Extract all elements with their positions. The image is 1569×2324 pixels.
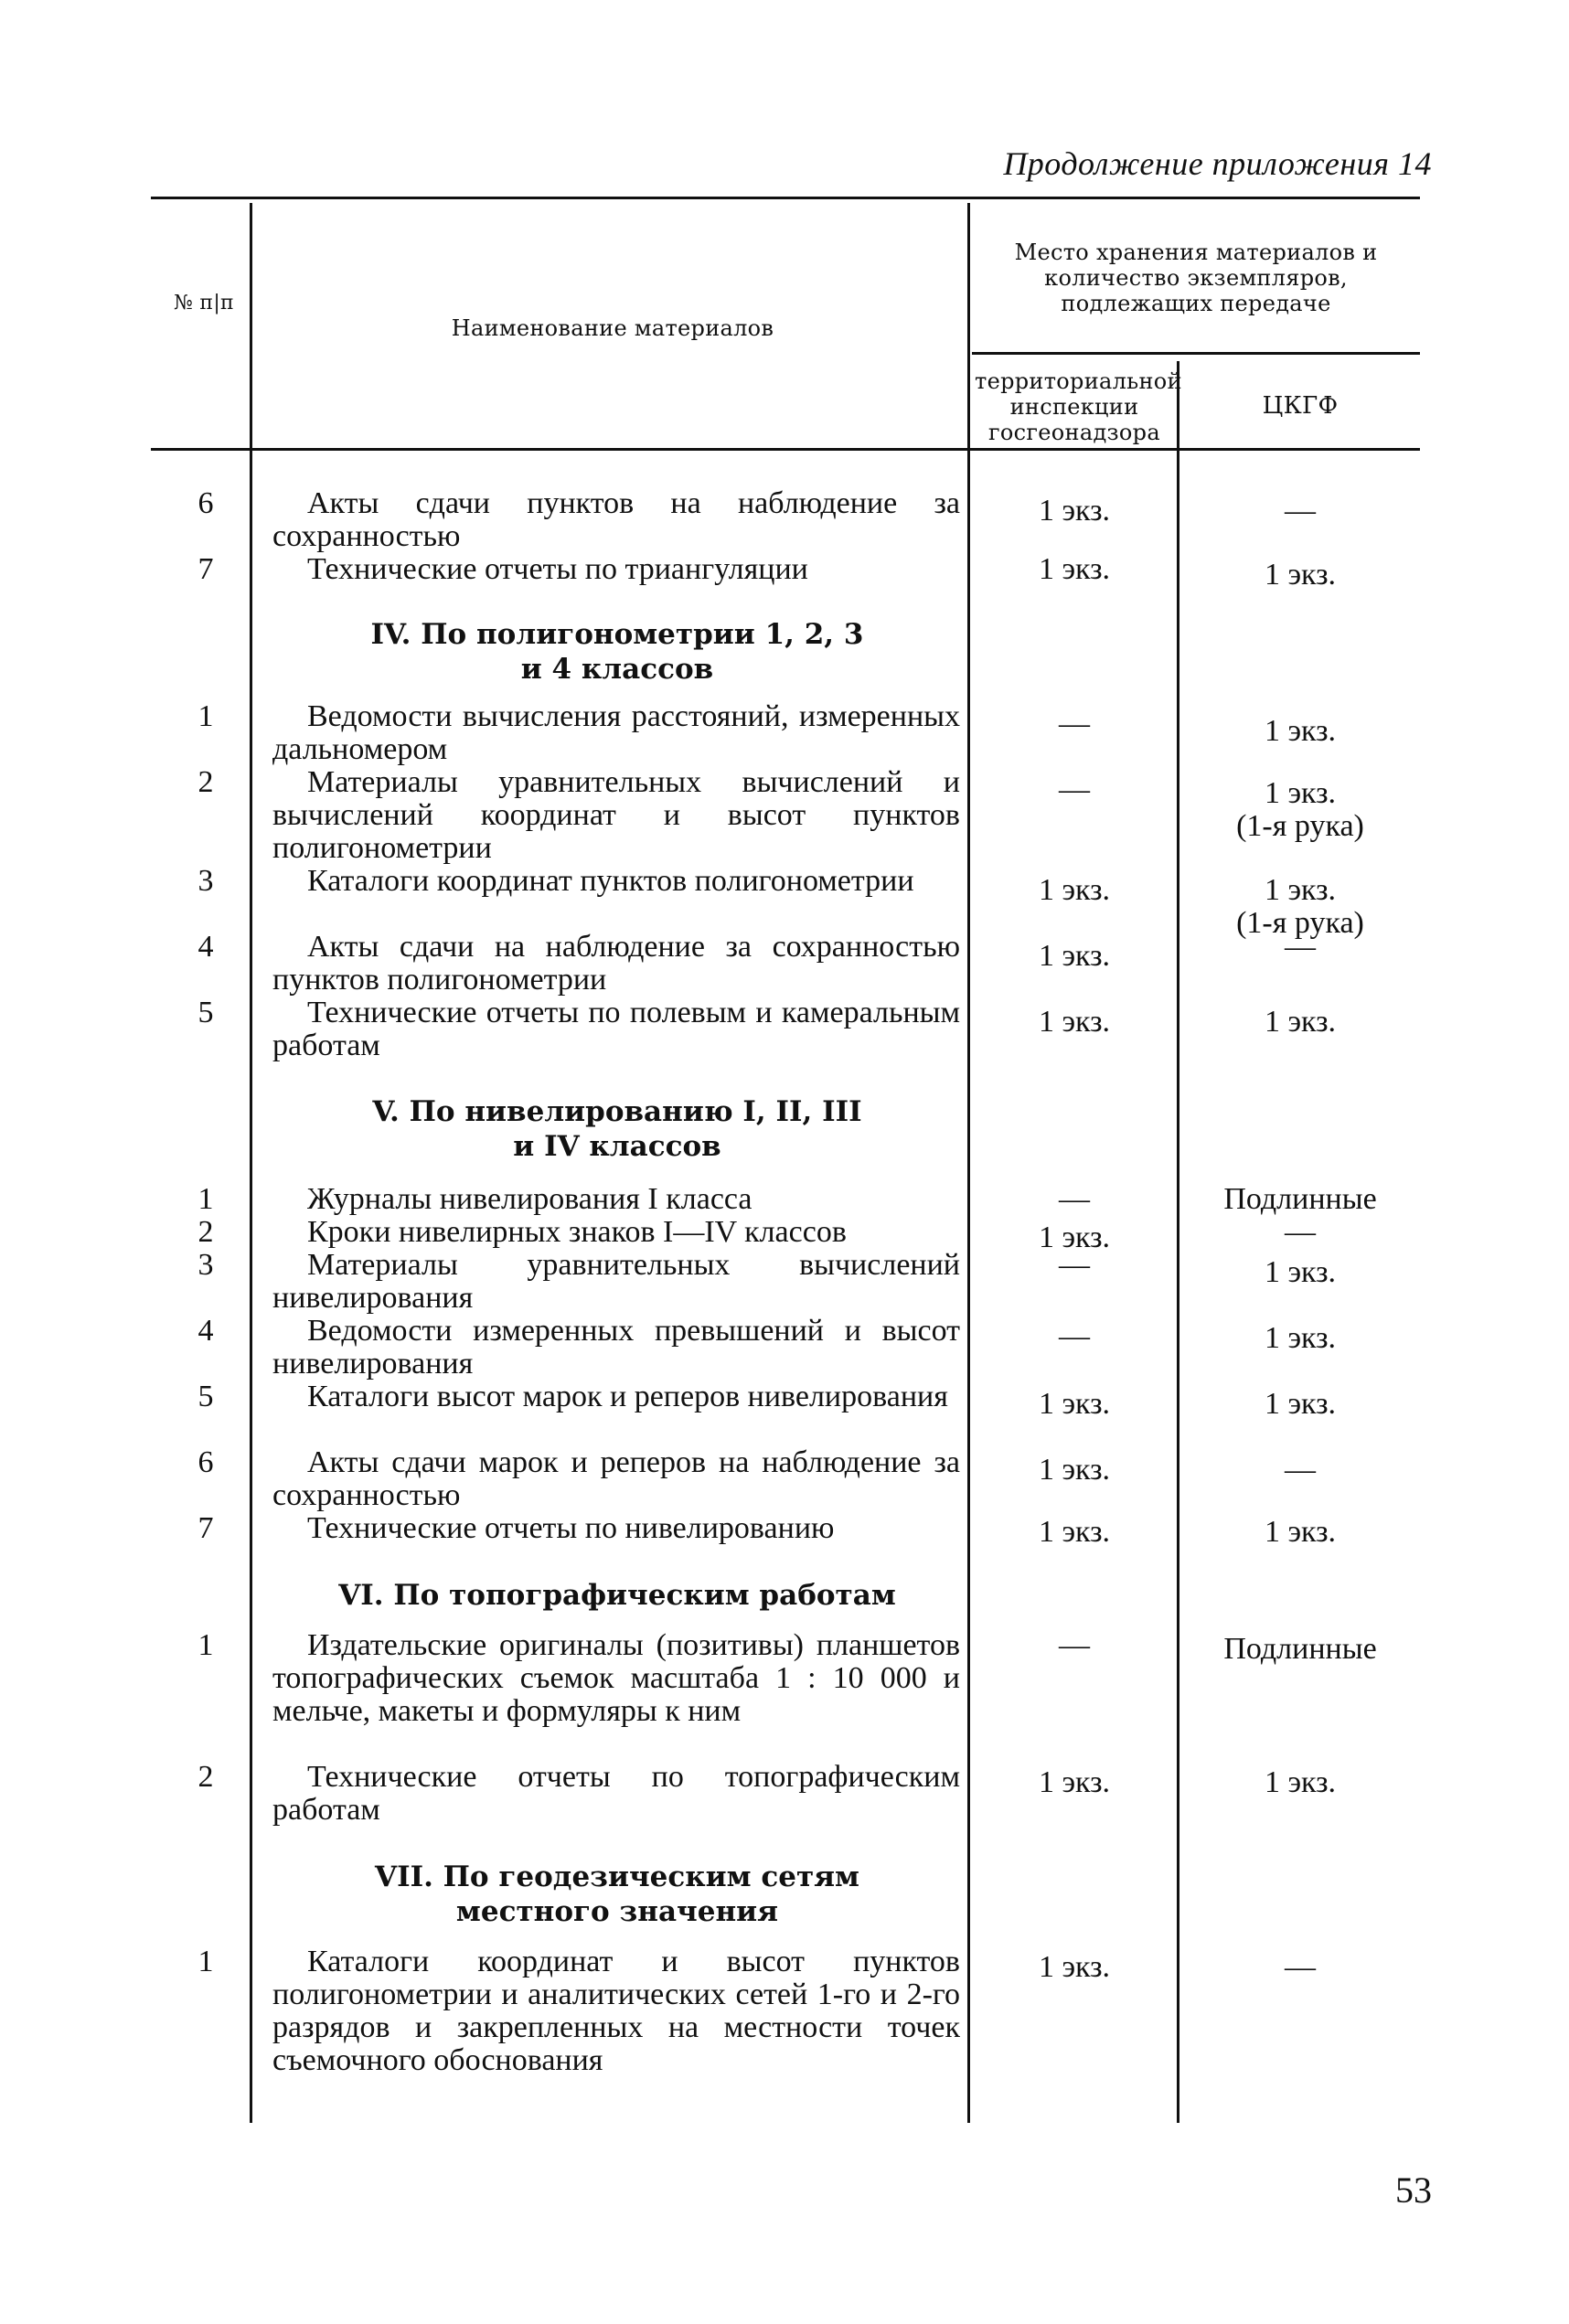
row-name: Акты сдачи марок и реперов на наблюдение за сохранностью [272,1445,960,1512]
row-name: Акты сдачи на наблюдение за сохранностью пунктов полигонометрии [272,930,960,997]
row-territorial: — [1059,707,1090,741]
col-header-num: № п|п [173,292,235,314]
row-number: 5 [197,1380,214,1413]
row-ckgf: — [1285,1215,1316,1249]
row-name: Технические отчеты по топографическим работам [272,1760,960,1827]
continuation-header: Продолжение приложения 14 [1003,145,1432,182]
row-name: Технические отчеты по триангуляции [307,552,808,586]
row-name: Журналы нивелирования I класса [307,1182,752,1216]
row-territorial: 1 экз. [1038,1765,1111,1799]
row-name: Каталоги координат пунктов полигонометрии [307,864,914,898]
row-name: Ведомости измеренных превышений и высот нивелирования [272,1314,960,1381]
row-number: 7 [197,552,214,586]
row-number: 3 [197,1248,214,1282]
row-ckgf: — [1285,1453,1316,1487]
col-header-name: Наименование материалов [451,315,774,341]
row-territorial: 1 экз. [1038,1453,1111,1487]
row-territorial: — [1059,1182,1090,1216]
row-ckgf: 1 экз. [1264,558,1337,592]
row-number: 2 [197,765,214,799]
row-ckgf: Подлинные [1223,1182,1377,1216]
section-heading: VII. По геодезическим сетям местного значения [375,1860,859,1928]
row-name: Каталоги координат и высот пунктов полигонометрии и аналитических сетей 1-го и 2-го разрядов и закрепленных на местности точек съемочного обоснования [272,1945,960,2077]
row-number: 1 [197,1628,214,1662]
row-ckgf: 1 экз. [1264,1005,1337,1039]
row-territorial: 1 экз. [1038,1515,1111,1549]
row-ckgf: — [1285,1950,1316,1984]
row-ckgf: 1 экз. [1264,1387,1337,1421]
row-territorial: 1 экз. [1038,873,1111,907]
col-divider-num [250,203,252,2123]
row-number: 2 [197,1760,214,1794]
section-heading: IV. По полигонометрии 1, 2, 3 и 4 классов [370,618,864,686]
row-ckgf: 1 экз. (1-я рука) [1236,776,1364,843]
row-name: Издательские оригиналы (позитивы) планшетов топографических съемок масштаба 1 : 10 000 и мельче, макеты и формуляры к ним [272,1628,960,1728]
row-territorial: 1 экз. [1038,1221,1111,1254]
row-territorial: 1 экз. [1038,1950,1111,1984]
row-territorial: — [1059,1319,1090,1353]
row-name: Материалы уравнительных вычислений нивелирования [272,1248,960,1315]
row-number: 4 [197,1314,214,1348]
row-ckgf: 1 экз. (1-я рука) [1236,873,1364,940]
row-number: 2 [197,1215,214,1249]
row-name: Материалы уравнительных вычислений и вычислений координат и высот пунктов полигонометрии [272,765,960,865]
row-ckgf: 1 экз. [1264,1255,1337,1289]
col-header-ckgf: ЦКГФ [1262,392,1339,420]
row-territorial: 1 экз. [1038,939,1111,973]
row-name: Кроки нивелирных знаков I—IV классов [307,1215,847,1249]
row-ckgf: 1 экз. [1264,1515,1337,1549]
row-name: Акты сдачи пунктов на наблюдение за сохранностью [272,486,960,553]
section-heading: VI. По топографическим работам [338,1579,896,1612]
row-name: Каталоги высот марок и реперов нивелирования [307,1380,948,1413]
row-number: 6 [197,1445,214,1479]
row-territorial: 1 экз. [1038,1005,1111,1039]
row-ckgf: 1 экз. [1264,1321,1337,1355]
storage-header-rule [972,352,1420,355]
row-number: 1 [197,1945,214,1978]
row-number: 1 [197,1182,214,1216]
row-name: Ведомости вычисления расстояний, измеренных дальномером [272,699,960,766]
row-ckgf: 1 экз. [1264,1765,1337,1799]
page-number: 53 [1395,2169,1432,2211]
row-name: Технические отчеты по полевым и камеральным работам [272,996,960,1062]
row-ckgf: 1 экз. [1264,714,1337,748]
row-territorial: — [1059,1248,1090,1282]
header-bottom-rule [151,448,1420,451]
row-ckgf: — [1285,494,1316,528]
row-number: 7 [197,1511,214,1545]
row-name: Технические отчеты по нивелированию [307,1511,835,1545]
row-ckgf: — [1285,930,1316,964]
row-number: 4 [197,930,214,964]
table-top-rule [151,197,1420,199]
row-number: 6 [197,486,214,520]
col-header-territorial: территориальной инспекции госгеонадзора [975,368,1182,445]
row-number: 3 [197,864,214,898]
section-heading: V. По нивелированию I, II, III и IV классов [372,1095,862,1163]
col-divider-name [967,203,970,2123]
row-ckgf: Подлинные [1223,1632,1377,1666]
row-territorial: 1 экз. [1038,494,1111,528]
row-territorial: — [1059,773,1090,806]
row-territorial: — [1059,1628,1090,1662]
row-territorial: 1 экз. [1038,552,1111,586]
row-number: 5 [197,996,214,1029]
row-number: 1 [197,699,214,733]
col-header-storage: Место хранения материалов и количество экземпляров, подлежащих передаче [1014,240,1378,316]
row-territorial: 1 экз. [1038,1387,1111,1421]
